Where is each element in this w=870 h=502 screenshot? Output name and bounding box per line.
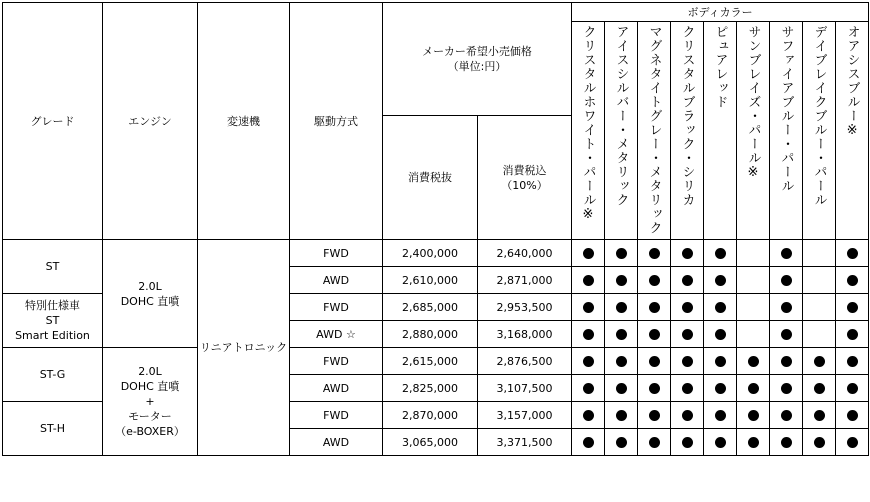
available-dot-icon — [616, 356, 627, 367]
available-dot-icon — [715, 410, 726, 421]
color-header-sapphire-blue — [770, 22, 803, 240]
drive-cell: AWD — [290, 375, 383, 402]
engine-line: DOHC 直噴 — [120, 380, 180, 393]
avail-cell — [572, 240, 605, 267]
price-in-cell: 3,107,500 — [478, 375, 572, 402]
avail-cell — [803, 429, 836, 456]
avail-cell — [671, 375, 704, 402]
available-dot-icon — [781, 302, 792, 313]
price-ex-cell: 2,880,000 — [383, 321, 478, 348]
available-dot-icon — [814, 383, 825, 394]
price-in-cell: 3,168,000 — [478, 321, 572, 348]
available-dot-icon — [649, 356, 660, 367]
available-dot-icon — [814, 356, 825, 367]
avail-cell — [770, 321, 803, 348]
avail-cell — [803, 375, 836, 402]
spec-table-wrapper — [2, 2, 869, 456]
avail-cell — [638, 240, 671, 267]
available-dot-icon — [649, 248, 660, 259]
avail-cell — [704, 294, 737, 321]
drive-cell: FWD — [290, 294, 383, 321]
avail-cell — [836, 267, 869, 294]
avail-cell — [605, 375, 638, 402]
avail-cell — [572, 429, 605, 456]
grade-special-smart-edition — [3, 294, 103, 348]
price-in-cell: 2,876,500 — [478, 348, 572, 375]
header-price-unit: （単位:円） — [447, 60, 507, 73]
available-dot-icon — [781, 437, 792, 448]
avail-cell — [836, 429, 869, 456]
available-dot-icon — [715, 275, 726, 286]
header-drive: 駆動方式 — [290, 3, 383, 240]
available-dot-icon — [616, 302, 627, 313]
available-dot-icon — [715, 302, 726, 313]
avail-cell — [671, 321, 704, 348]
color-header-daybreak-blue — [803, 22, 836, 240]
available-dot-icon — [847, 302, 858, 313]
available-dot-icon — [781, 356, 792, 367]
available-dot-icon — [616, 437, 627, 448]
avail-cell — [671, 267, 704, 294]
avail-cell — [836, 348, 869, 375]
color-header-pure-red — [704, 22, 737, 240]
available-dot-icon — [583, 356, 594, 367]
engine-line: 2.0L — [138, 365, 162, 378]
available-dot-icon — [682, 248, 693, 259]
available-dot-icon — [616, 275, 627, 286]
available-dot-icon — [583, 248, 594, 259]
available-dot-icon — [781, 329, 792, 340]
table-row — [3, 348, 869, 375]
available-dot-icon — [682, 329, 693, 340]
avail-cell — [737, 348, 770, 375]
avail-cell — [770, 240, 803, 267]
color-header-oasis-blue — [836, 22, 869, 240]
table-row — [3, 240, 869, 267]
engine-2l-dohc-ebxer — [103, 348, 198, 456]
avail-cell — [671, 348, 704, 375]
header-transmission: 変速機 — [198, 3, 290, 240]
avail-cell — [605, 267, 638, 294]
avail-cell — [737, 267, 770, 294]
available-dot-icon — [814, 410, 825, 421]
available-dot-icon — [748, 410, 759, 421]
avail-cell — [770, 402, 803, 429]
available-dot-icon — [583, 437, 594, 448]
avail-cell — [704, 429, 737, 456]
available-dot-icon — [649, 275, 660, 286]
price-ex-cell: 2,615,000 — [383, 348, 478, 375]
avail-cell — [605, 294, 638, 321]
available-dot-icon — [847, 437, 858, 448]
available-dot-icon — [781, 275, 792, 286]
available-dot-icon — [715, 248, 726, 259]
avail-cell — [737, 240, 770, 267]
avail-cell — [572, 321, 605, 348]
available-dot-icon — [847, 410, 858, 421]
avail-cell — [638, 402, 671, 429]
color-header-sunblaze — [737, 22, 770, 240]
header-engine: エンジン — [103, 3, 198, 240]
avail-cell — [671, 240, 704, 267]
price-ex-cell: 2,610,000 — [383, 267, 478, 294]
color-name: サンブレイズ・パール※ — [745, 25, 761, 181]
header-price-title: メーカー希望小売価格 — [422, 45, 532, 58]
avail-cell — [704, 402, 737, 429]
available-dot-icon — [781, 410, 792, 421]
color-name: サファイアブルー・パール — [778, 25, 794, 193]
available-dot-icon — [616, 248, 627, 259]
avail-cell — [638, 267, 671, 294]
available-dot-icon — [847, 356, 858, 367]
avail-cell — [671, 402, 704, 429]
color-name: オアシスブルー※ — [844, 25, 860, 139]
header-price-ex-tax: 消費税抜 — [383, 116, 478, 240]
avail-cell — [704, 240, 737, 267]
engine-line: （e-BOXER） — [115, 425, 185, 438]
drive-cell: AWD ☆ — [290, 321, 383, 348]
available-dot-icon — [781, 248, 792, 259]
avail-cell — [572, 375, 605, 402]
price-in-cell: 2,640,000 — [478, 240, 572, 267]
avail-cell — [770, 267, 803, 294]
available-dot-icon — [682, 302, 693, 313]
color-name: デイブレイクブルー・パール — [811, 25, 827, 207]
available-dot-icon — [715, 329, 726, 340]
available-dot-icon — [715, 383, 726, 394]
price-in-cell: 3,371,500 — [478, 429, 572, 456]
grade-line: ST — [45, 314, 60, 327]
avail-cell — [836, 240, 869, 267]
avail-cell — [770, 429, 803, 456]
header-grade: グレード — [3, 3, 103, 240]
avail-cell — [638, 429, 671, 456]
available-dot-icon — [847, 248, 858, 259]
price-ex-cell: 3,065,000 — [383, 429, 478, 456]
available-dot-icon — [682, 437, 693, 448]
avail-cell — [605, 348, 638, 375]
available-dot-icon — [847, 383, 858, 394]
available-dot-icon — [814, 437, 825, 448]
engine-line: モーター — [128, 410, 172, 423]
drive-cell: FWD — [290, 348, 383, 375]
avail-cell — [737, 375, 770, 402]
grade-line: Smart Edition — [15, 329, 90, 342]
avail-cell — [704, 375, 737, 402]
avail-cell — [803, 267, 836, 294]
available-dot-icon — [682, 410, 693, 421]
avail-cell — [836, 321, 869, 348]
price-spec-table — [2, 2, 869, 456]
available-dot-icon — [583, 383, 594, 394]
available-dot-icon — [682, 356, 693, 367]
color-name: マグネタイトグレー・メタリック — [646, 25, 662, 235]
drive-cell: AWD — [290, 429, 383, 456]
color-header-crystal-black — [671, 22, 704, 240]
transmission-lineartronic: リニアトロニック — [198, 240, 290, 456]
avail-cell — [605, 240, 638, 267]
header-price-in-tax-label: 消費税込 — [502, 163, 547, 177]
available-dot-icon — [649, 410, 660, 421]
avail-cell — [671, 294, 704, 321]
engine-line: 2.0L — [138, 279, 162, 293]
header-price-in-tax-rate: （10%） — [501, 178, 548, 192]
color-header-magnetite-gray — [638, 22, 671, 240]
avail-cell — [737, 402, 770, 429]
avail-cell — [572, 267, 605, 294]
avail-cell — [836, 294, 869, 321]
avail-cell — [671, 429, 704, 456]
available-dot-icon — [781, 383, 792, 394]
grade-st-h: ST-H — [3, 402, 103, 456]
available-dot-icon — [715, 437, 726, 448]
engine-line: DOHC 直噴 — [120, 294, 180, 308]
grade-st: ST — [3, 240, 103, 294]
color-name: クリスタルブラック・シリカ — [679, 25, 695, 207]
avail-cell — [836, 375, 869, 402]
avail-cell — [803, 402, 836, 429]
price-in-cell: 3,157,000 — [478, 402, 572, 429]
avail-cell — [605, 429, 638, 456]
available-dot-icon — [583, 329, 594, 340]
avail-cell — [638, 348, 671, 375]
color-header-ice-silver — [605, 22, 638, 240]
available-dot-icon — [649, 302, 660, 313]
available-dot-icon — [682, 275, 693, 286]
engine-2l-dohc — [103, 240, 198, 348]
grade-line: 特別仕様車 — [25, 299, 80, 312]
available-dot-icon — [583, 302, 594, 313]
avail-cell — [803, 240, 836, 267]
avail-cell — [770, 294, 803, 321]
available-dot-icon — [748, 437, 759, 448]
price-in-cell: 2,871,000 — [478, 267, 572, 294]
available-dot-icon — [847, 275, 858, 286]
header-price — [383, 3, 572, 116]
avail-cell — [704, 321, 737, 348]
avail-cell — [638, 321, 671, 348]
available-dot-icon — [583, 410, 594, 421]
color-name: アイスシルバー・メタリック — [613, 25, 629, 207]
available-dot-icon — [616, 383, 627, 394]
avail-cell — [638, 375, 671, 402]
avail-cell — [572, 402, 605, 429]
avail-cell — [737, 321, 770, 348]
available-dot-icon — [748, 383, 759, 394]
available-dot-icon — [715, 356, 726, 367]
avail-cell — [572, 294, 605, 321]
avail-cell — [704, 267, 737, 294]
avail-cell — [803, 321, 836, 348]
drive-cell: AWD — [290, 267, 383, 294]
avail-cell — [605, 402, 638, 429]
engine-line: + — [145, 395, 155, 408]
grade-st-g: ST-G — [3, 348, 103, 402]
available-dot-icon — [616, 410, 627, 421]
available-dot-icon — [847, 329, 858, 340]
color-name: ピュアレッド — [712, 25, 728, 109]
avail-cell — [770, 348, 803, 375]
avail-cell — [704, 348, 737, 375]
available-dot-icon — [649, 383, 660, 394]
avail-cell — [638, 294, 671, 321]
available-dot-icon — [649, 437, 660, 448]
avail-cell — [770, 375, 803, 402]
color-name: クリスタルホワイト・パール※ — [580, 25, 596, 223]
available-dot-icon — [748, 356, 759, 367]
avail-cell — [572, 348, 605, 375]
price-ex-cell: 2,685,000 — [383, 294, 478, 321]
available-dot-icon — [682, 383, 693, 394]
header-price-in-tax — [478, 116, 572, 240]
price-ex-cell: 2,825,000 — [383, 375, 478, 402]
available-dot-icon — [583, 275, 594, 286]
available-dot-icon — [616, 329, 627, 340]
price-ex-cell: 2,870,000 — [383, 402, 478, 429]
avail-cell — [803, 348, 836, 375]
price-in-cell: 2,953,500 — [478, 294, 572, 321]
drive-cell: FWD — [290, 402, 383, 429]
avail-cell — [803, 294, 836, 321]
price-ex-cell: 2,400,000 — [383, 240, 478, 267]
avail-cell — [836, 402, 869, 429]
available-dot-icon — [649, 329, 660, 340]
avail-cell — [605, 321, 638, 348]
header-body-color: ボディカラー — [572, 3, 869, 22]
avail-cell — [737, 429, 770, 456]
avail-cell — [737, 294, 770, 321]
drive-cell: FWD — [290, 240, 383, 267]
color-header-crystal-white — [572, 22, 605, 240]
